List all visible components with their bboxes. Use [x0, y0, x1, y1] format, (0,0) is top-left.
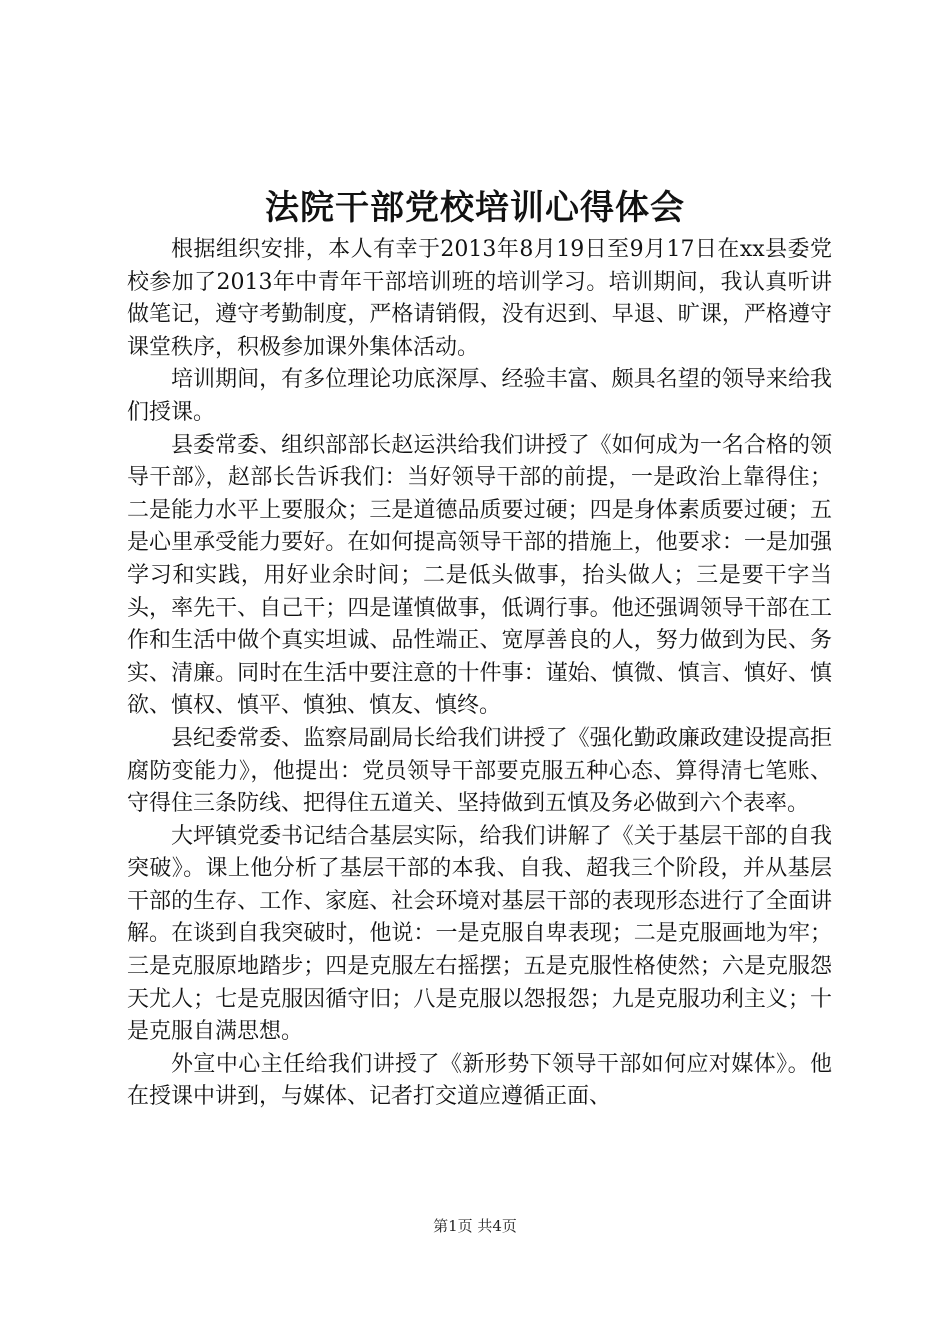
paragraph-6: 外宣中心主任给我们讲授了《新形势下领导干部如何应对媒体》。他在授课中讲到，与媒体、记者打交道应遵循正面、: [127, 1051, 832, 1110]
paragraph-4: 县纪委常委、监察局副局长给我们讲授了《强化勤政廉政建设提高拒腐防变能力》，他提出：党员领导干部要克服五种心态、算得清七笔账、守得住三条防线、把得住五道关、坚持做到五慎及务必做到六个表率。: [127, 725, 832, 817]
paragraph-2: 培训期间，有多位理论功底深厚、经验丰富、颇具名望的领导来给我们授课。: [127, 367, 832, 425]
paragraph-3: 县委常委、组织部部长赵运洪给我们讲授了《如何成为一名合格的领导干部》，赵部长告诉我们：当好领导干部的前提，一是政治上靠得住；二是能力水平上要服众；三是道德品质要过硬；四是身体素质要过硬；五是心里承受能力要好。在如何提高领导干部的措施上，他要求：一是加强学习和实践，用好业余时间；二是低头做事，抬头做人；三是要干字当头，率先干、自己干；四是谨慎做事，低调行事。他还强调领导干部在工作和生活中做个真实坦诚、品性端正、宽厚善良的人，努力做到为民、务实、清廉。同时在生活中要注意的十件事：谨始、慎微、慎言、慎好、慎欲、慎权、慎平、慎独、慎友、慎终。: [127, 432, 832, 719]
page-number-label: 第1页 共4页: [433, 1217, 517, 1235]
page-footer: [0, 1216, 950, 1236]
document-body: [127, 234, 832, 1114]
document-title: 法院干部党校培训心得体会: [265, 188, 685, 228]
paragraph-1: 根据组织安排，本人有幸于2013年8月19日至9月17日在xx县委党校参加了2013年中青年干部培训班的培训学习。培训期间，我认真听讲做笔记，遵守考勤制度，严格请销假，没有迟到、早退、旷课，严格遵守课堂秩序，积极参加课外集体活动。: [127, 237, 832, 360]
paragraph-5: 大坪镇党委书记结合基层实际，给我们讲解了《关于基层干部的自我突破》。课上他分析了基层干部的本我、自我、超我三个阶段，并从基层干部的生存、工作、家庭、社会环境对基层干部的表现形态进行了全面讲解。在谈到自我突破时，他说：一是克服自卑表现；二是克服画地为牢；三是克服原地踏步；四是克服左右摇摆；五是克服性格使然；六是克服怨天尤人；七是克服因循守旧；八是克服以怨报怨；九是克服功利主义；十是克服自满思想。: [127, 823, 832, 1045]
